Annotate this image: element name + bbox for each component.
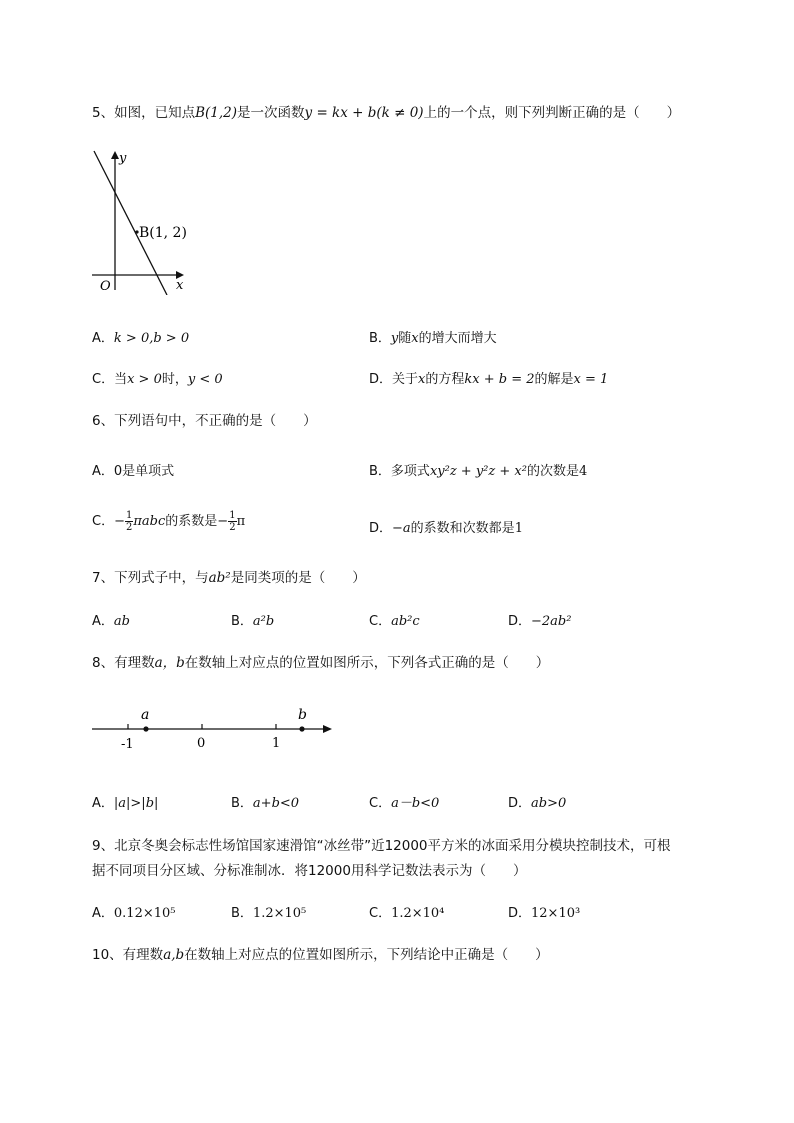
q5-option-b[interactable]: B．y随x的增大而增大: [369, 331, 497, 346]
q6-option-d[interactable]: D．−a的系数和次数都是1: [369, 521, 523, 536]
point-a-label: a: [141, 707, 150, 723]
fraction-one-half: $\frac{1}{2}$: [125, 510, 133, 533]
point-b: [299, 726, 304, 731]
question-6-stem: 6、下列语句中，不正确的是（ ）: [92, 413, 317, 429]
q9-option-b[interactable]: B．1.2×10⁵: [231, 906, 307, 921]
q7-option-d[interactable]: D．−2ab²: [508, 614, 572, 629]
point-a: [143, 726, 148, 731]
question-5-graph: [88, 145, 198, 295]
q7-option-a[interactable]: A．ab: [92, 614, 130, 629]
q7-option-b[interactable]: B．a²b: [231, 614, 275, 629]
q8-option-c[interactable]: C．a－b<0: [369, 796, 440, 811]
tick-label-minus-one: -1: [121, 737, 134, 752]
question-8-number-line: [88, 700, 338, 755]
q8-option-d[interactable]: D．ab>0: [508, 796, 567, 811]
q5-option-c[interactable]: C．当x > 0时，y < 0: [92, 372, 223, 387]
tick-label-zero: 0: [197, 736, 206, 751]
x-axis-label: x: [176, 278, 184, 293]
question-8-stem: 8、有理数a，b在数轴上对应点的位置如图所示，下列各式正确的是（ ）: [92, 655, 550, 671]
point-b: B(1,2): [195, 105, 238, 121]
y-axis-arrow: [111, 151, 119, 159]
q6-option-a[interactable]: A．0是单项式: [92, 464, 175, 479]
q6-option-c[interactable]: C．− $\frac{1}{2}$ πabc的系数是− $\frac{1}{2}$ π: [92, 510, 246, 533]
question-5-stem: 5、如图，已知点B(1,2)是一次函数y = kx + b(k ≠ 0)上的一个点，则下列判断正确的是（ ）: [92, 105, 681, 121]
question-10-stem: 10、有理数a,b在数轴上对应点的位置如图所示，下列结论中正确是（ ）: [92, 947, 549, 963]
q8-option-a[interactable]: A．|a|>|b|: [92, 796, 159, 811]
fraction-one-half: $\frac{1}{2}$: [229, 510, 236, 533]
tick-label-one: 1: [272, 736, 281, 751]
question-7-stem: 7、下列式子中，与ab²是同类项的是（ ）: [92, 570, 366, 586]
q9-option-d[interactable]: D．12×10³: [508, 906, 581, 921]
linear-function: y = kx + b(k ≠ 0): [304, 105, 424, 121]
y-axis-label: y: [119, 151, 127, 166]
point-b-label: B(1, 2): [139, 225, 187, 241]
number-line-arrow: [323, 725, 332, 733]
q5-option-a[interactable]: A．k > 0,b > 0: [92, 331, 190, 346]
q6-option-b[interactable]: B．多项式xy²z + y²z + x²的次数是4: [369, 464, 588, 479]
q9-option-c[interactable]: C．1.2×10⁴: [369, 906, 445, 921]
question-9-stem-line2: 据不同项目分区域、分标准制冰．将12000用科学记数法表示为（ ）: [92, 863, 527, 879]
point-b-label: b: [298, 707, 307, 723]
q8-option-b[interactable]: B．a+b<0: [231, 796, 300, 811]
q5-option-d[interactable]: D．关于x的方程kx + b = 2的解是x = 1: [369, 372, 609, 387]
origin-label: O: [100, 279, 111, 294]
function-line: [94, 151, 167, 295]
q7-option-c[interactable]: C．ab²c: [369, 614, 420, 629]
question-9-stem-line1: 9、北京冬奥会标志性场馆国家速滑馆“冰丝带”近12000平方米的冰面采用分模块控制技术，可根: [92, 838, 671, 854]
q9-option-a[interactable]: A．0.12×10⁵: [92, 906, 176, 921]
